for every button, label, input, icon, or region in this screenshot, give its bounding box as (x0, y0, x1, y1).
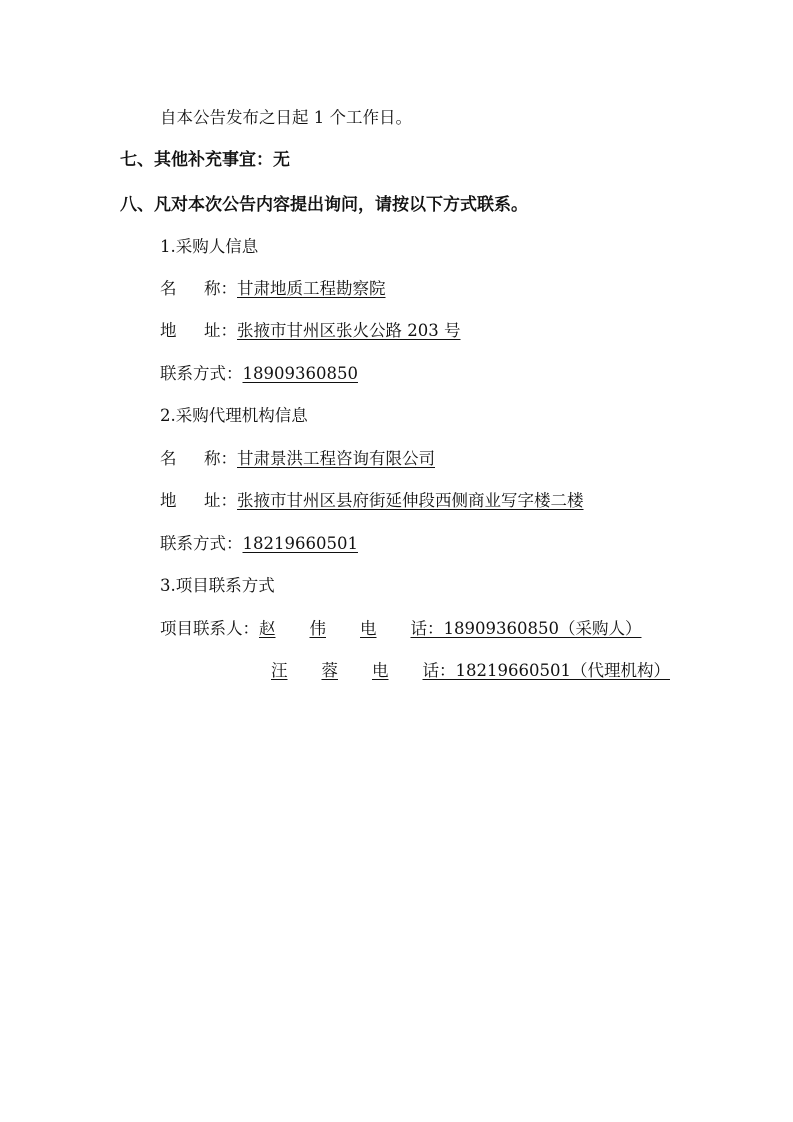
agency-address-row (160, 490, 584, 512)
agency-address-value: 张掖市甘州区县府街延伸段西侧商业写字楼二楼 (237, 491, 584, 510)
project-contact-row-2 (271, 660, 670, 682)
section8-heading: 八、凡对本次公告内容提出询问，请按以下方式联系。 (120, 195, 528, 215)
project-contact-label: 项目联系人： (160, 619, 259, 638)
project-contact-1: 赵 伟 电 话：18909360850（采购人） (259, 619, 642, 638)
address-label: 地 址： (160, 491, 237, 510)
agency-title: 2.采购代理机构信息 (160, 406, 308, 425)
purchaser-contact-value: 18909360850 (242, 364, 358, 383)
intro-line: 自本公告发布之日起 1 个工作日。 (160, 108, 412, 127)
contact-label: 联系方式： (160, 534, 243, 553)
purchaser-name-row (160, 278, 386, 300)
project-title: 3.项目联系方式 (160, 576, 275, 595)
agency-name-value: 甘肃景洪工程咨询有限公司 (237, 449, 435, 468)
section7-heading: 七、其他补充事宜：无 (120, 150, 290, 170)
agency-contact-row (160, 533, 358, 555)
purchaser-address-value: 张掖市甘州区张火公路 203 号 (237, 321, 461, 340)
purchaser-name-value: 甘肃地质工程勘察院 (237, 279, 386, 298)
name-label: 名 称： (160, 279, 237, 298)
project-contact-row-1 (160, 618, 641, 640)
address-label: 地 址： (160, 321, 237, 340)
project-contact-2: 汪 蓉 电 话：18219660501（代理机构） (271, 661, 670, 680)
agency-name-row (160, 448, 435, 470)
purchaser-address-row (160, 320, 460, 342)
name-label: 名 称： (160, 449, 237, 468)
agency-contact-value: 18219660501 (242, 534, 358, 553)
purchaser-contact-row (160, 363, 358, 385)
contact-label: 联系方式： (160, 364, 243, 383)
purchaser-title: 1.采购人信息 (160, 237, 259, 256)
